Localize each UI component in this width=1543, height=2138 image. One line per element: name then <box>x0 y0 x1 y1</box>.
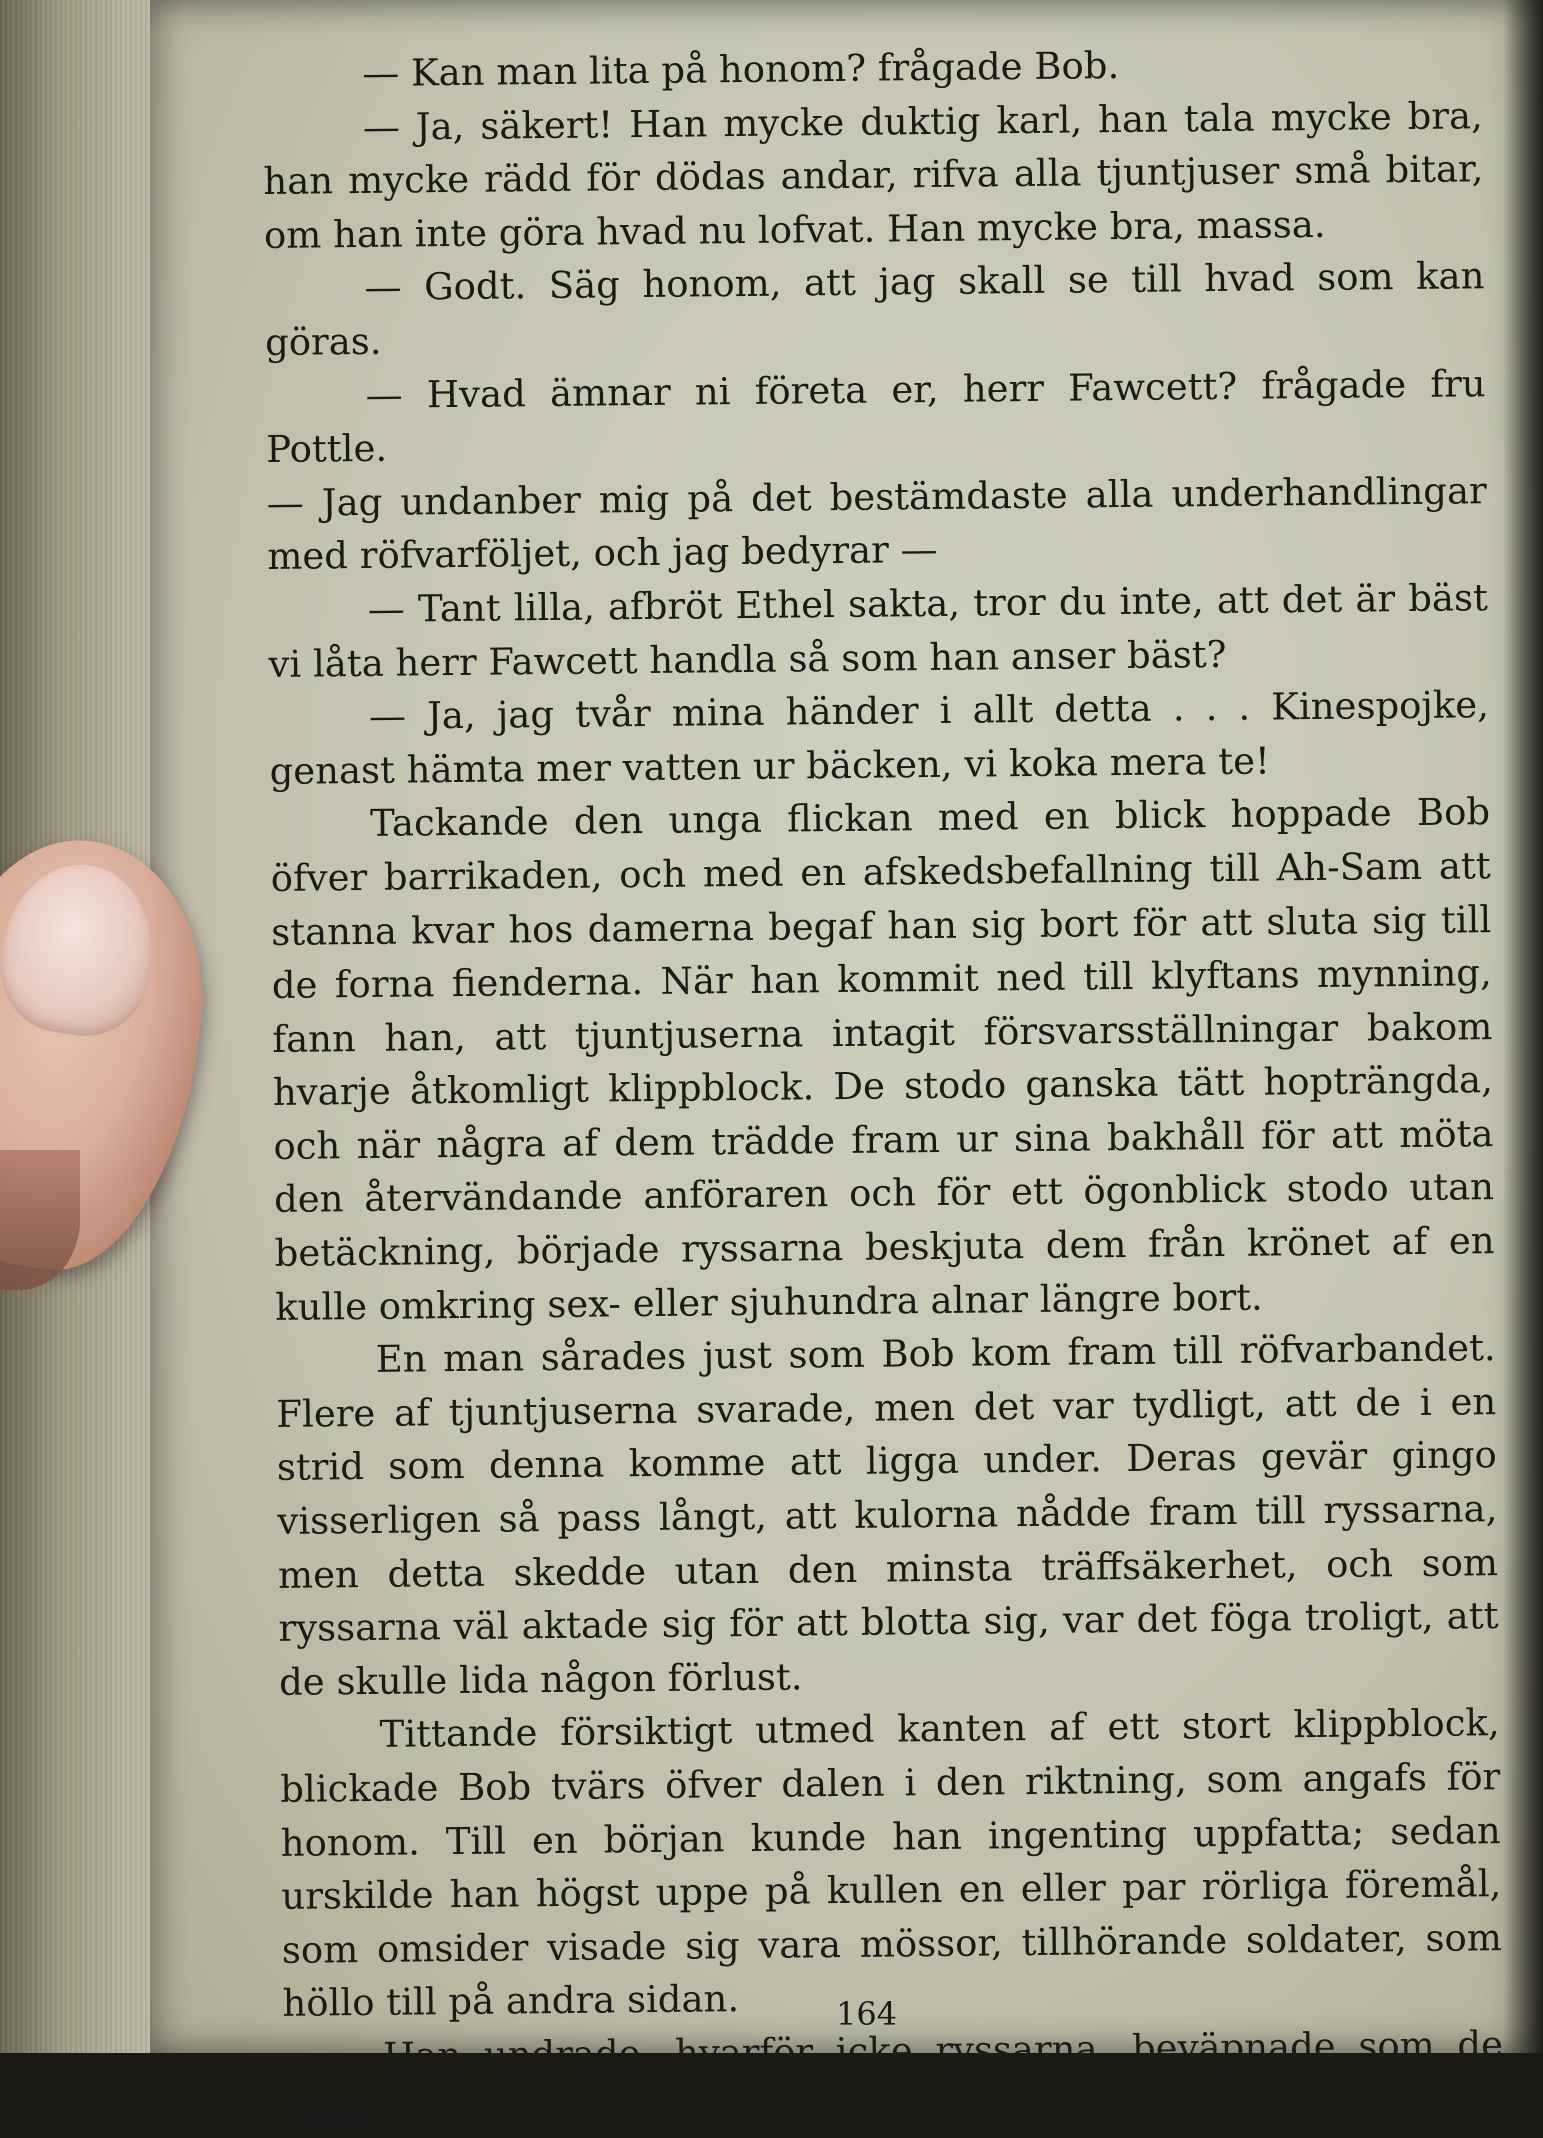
paragraph-6: — Tant lilla, afbröt Ethel sakta, tror du inte, att det är bäst vi låta herr Fawcett handla så som han anser bäst? <box>268 576 1489 686</box>
page-text <box>262 35 1504 2138</box>
page-number: 164 <box>836 1995 898 2033</box>
gutter-shadow <box>1503 0 1543 2053</box>
paragraph-10: Tittande försiktigt utmed kanten af ett stort klippblock, blickade Bob tvärs öfver dalen i den riktning, som angafs för honom. Till en början kunde han ingenting uppfatta; sedan urskilde han högst uppe på kullen en eller par rörliga föremål, som omsider visade sig vara mössor, tillhörande soldater, som höllo till på andra sidan. <box>280 1701 1503 2026</box>
paragraph-2: — Ja, säkert! Han mycke duktig karl, han tala mycke bra, han mycke rädd för dödas andar, rifva alla tjuntjuser små bitar, om han inte göra hvad nu lofvat. Han mycke bra, massa. <box>263 93 1484 257</box>
paragraph-3: — Godt. Säg honom, att jag skall se till hvad som kan göras. <box>264 254 1485 364</box>
paragraph-7: — Ja, jag tvår mina händer i allt detta . . . Kinespojke, genast hämta mer vatten ur bäcken, vi koka mera te! <box>269 683 1490 793</box>
paragraph-1: — Kan man lita på honom? frågade Bob. <box>362 44 1120 95</box>
paragraph-8: Tackande den unga flickan med en blick hoppade Bob öfver barrikaden, och med en afskedsbefallning till Ah-Sam att stanna kvar hos damerna begaf han sig bort för att sluta sig till de forna fienderna. När han kommit ned till klyftans mynning, fann han, att tjuntjuserna intagit försvarsställningar bakom hvarje åtkomligt klippblock. De stodo ganska tätt hopträngda, och när några af dem trädde fram ur sina bakhåll för att möta den återvändande anföraren och för ett ögonblick stodo utan betäckning, började ryssarna beskjuta dem från krönet af en kulle omkring sex- eller sjuhundra alnar längre bort. <box>270 790 1495 1329</box>
thumbnail <box>0 855 164 1044</box>
paragraph-4: — Hvad ämnar ni företa er, herr Fawcett? frågade fru Pottle. <box>265 361 1486 472</box>
paragraph-11: Han undrade, hvarför icke ryssarna, beväpnade som de voro <box>283 2023 1504 2133</box>
paragraph-9: En man sårades just som Bob kom fram till röfvarbandet. Flere af tjuntjuserna svarade, men det var tydligt, att de i en strid som denna komme att ligga under. Deras gevär gingo visserligen så pass långt, att kulorna nådde fram till ryssarna, men detta skedde utan den minsta träffsäkerhet, och som ryssarna väl aktade sig för att blotta sig, var det föga troligt, att de skulle lida någon förlust. <box>276 1326 1499 1704</box>
paragraph-5: — Jag undanber mig på det bestämdaste alla underhandlingar med röfvarföljet, och jag bedyrar — <box>266 468 1487 579</box>
